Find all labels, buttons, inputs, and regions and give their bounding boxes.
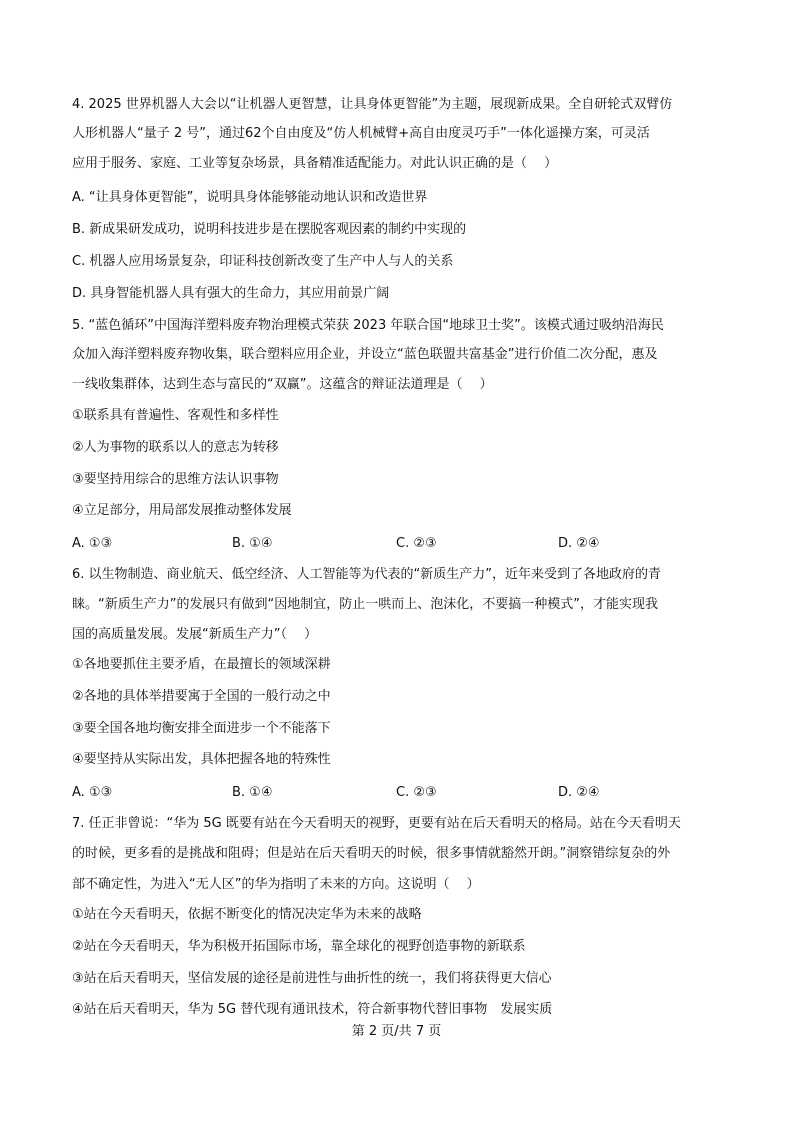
q6-choice-d: D. ②④ <box>558 785 600 800</box>
q4-option-d: D. 具身智能机器人具有强大的生命力，其应用前景广阔 <box>72 286 390 301</box>
q5-choice-b: B. ①④ <box>232 536 273 551</box>
q4-option-a: A. “让具身体更智能”，说明具身体能够能动地认识和改造世界 <box>72 190 428 205</box>
q5-stem-line-2: 众加入海洋塑料废弃物收集，联合塑料应用企业，并设立“蓝色联盟共富基金”进行价值二次分配，惠及 <box>72 347 658 362</box>
q6-statement-4: ④要坚持从实际出发，具体把握各地的特殊性 <box>72 752 331 767</box>
q6-choice-c: C. ②③ <box>396 785 437 800</box>
q7-statement-1: ①站在今天看明天，依据不断变化的情况决定华为未来的战略 <box>72 907 422 922</box>
q7-statement-4: ④站在后天看明天，华为 5G 替代现有通讯技术，符合新事物代替旧事物 发展实质 <box>72 1002 553 1017</box>
q7-statement-3: ③站在后天看明天，坚信发展的途径是前进性与曲折性的统一，我们将获得更大信心 <box>72 971 552 986</box>
q6-statement-1: ①各地要抓住主要矛盾，在最擅长的领域深耕 <box>72 657 331 672</box>
page-number: 第 2 页/共 7 页 <box>351 1024 442 1039</box>
q4-stem-line-3: 应用于服务、家庭、工业等复杂场景，具备精准适配能力。对此认识正确的是（ ） <box>72 156 558 171</box>
q5-choice-c: C. ②③ <box>396 536 437 551</box>
q6-stem-line-3: 国的高质量发展。发展“新质生产力”（ ） <box>72 627 318 642</box>
q5-stem-line-3: 一线收集群体，达到生态与富民的“双赢”。这蕴含的辩证法道理是（ ） <box>72 377 493 392</box>
q5-choices <box>72 535 732 553</box>
q7-stem-line-2: 的时候，更多看的是挑战和阻碍；但是站在后天看明天的时候，很多事情就豁然开朗。”洞察错综复杂的外 <box>72 846 671 861</box>
q5-statement-2: ②人为事物的联系以人的意志为转移 <box>72 440 279 455</box>
q5-choice-d: D. ②④ <box>558 536 600 551</box>
q5-choice-a: A. ①③ <box>72 536 113 551</box>
q5-statement-3: ③要坚持用综合的思维方法认识事物 <box>72 472 279 487</box>
q6-statement-3: ③要全国各地均衡安排全面进步一个不能落下 <box>72 721 331 736</box>
q6-stem-line-1: 6. 以生物制造、商业航天、低空经济、人工智能等为代表的“新质生产力”，近年来受到了各地政府的青 <box>72 567 662 582</box>
q4-stem-line-2: 人形机器人“量子 2 号”，通过62个自由度及“仿人机械臂+高自由度灵巧手”一体化遥操方案，可灵活 <box>72 126 650 141</box>
q6-choices <box>72 784 732 802</box>
q6-stem-line-2: 睐。“新质生产力”的发展只有做到“因地制宜，防止一哄而上、泡沫化，不要搞一种模式”，才能实现我 <box>72 597 658 612</box>
q4-option-b: B. 新成果研发成功，说明科技进步是在摆脱客观因素的制约中实现的 <box>72 222 467 237</box>
q5-stem-line-1: 5. “蓝色循环”中国海洋塑料废弃物治理模式荣获 2023 年联合国“地球卫士奖”。该模式通过吸纳沿海民 <box>72 318 664 333</box>
q6-choice-b: B. ①④ <box>232 785 273 800</box>
q7-stem-line-1: 7. 任正非曾说：“华为 5G 既要有站在今天看明天的视野，更要有站在后天看明天的格局。站在今天看明天 <box>72 816 681 831</box>
q6-choice-a: A. ①③ <box>72 785 113 800</box>
q5-statement-4: ④立足部分，用局部发展推动整体发展 <box>72 503 292 518</box>
q4-stem-line-1: 4. 2025 世界机器人大会以“让机器人更智慧，让具身体更智能”为主题，展现新成果。全自研轮式双臂仿 <box>72 97 673 112</box>
q6-statement-2: ②各地的具体举措要寓于全国的一般行动之中 <box>72 689 331 704</box>
q7-stem-line-3: 部不确定性，为进入“无人区”的华为指明了未来的方向。这说明（ ） <box>72 877 480 892</box>
q7-statement-2: ②站在今天看明天，华为积极开拓国际市场，靠全球化的视野创造事物的新联系 <box>72 939 526 954</box>
q4-option-c: C. 机器人应用场景复杂，印证科技创新改变了生产中人与人的关系 <box>72 254 454 269</box>
q5-statement-1: ①联系具有普遍性、客观性和多样性 <box>72 408 279 423</box>
